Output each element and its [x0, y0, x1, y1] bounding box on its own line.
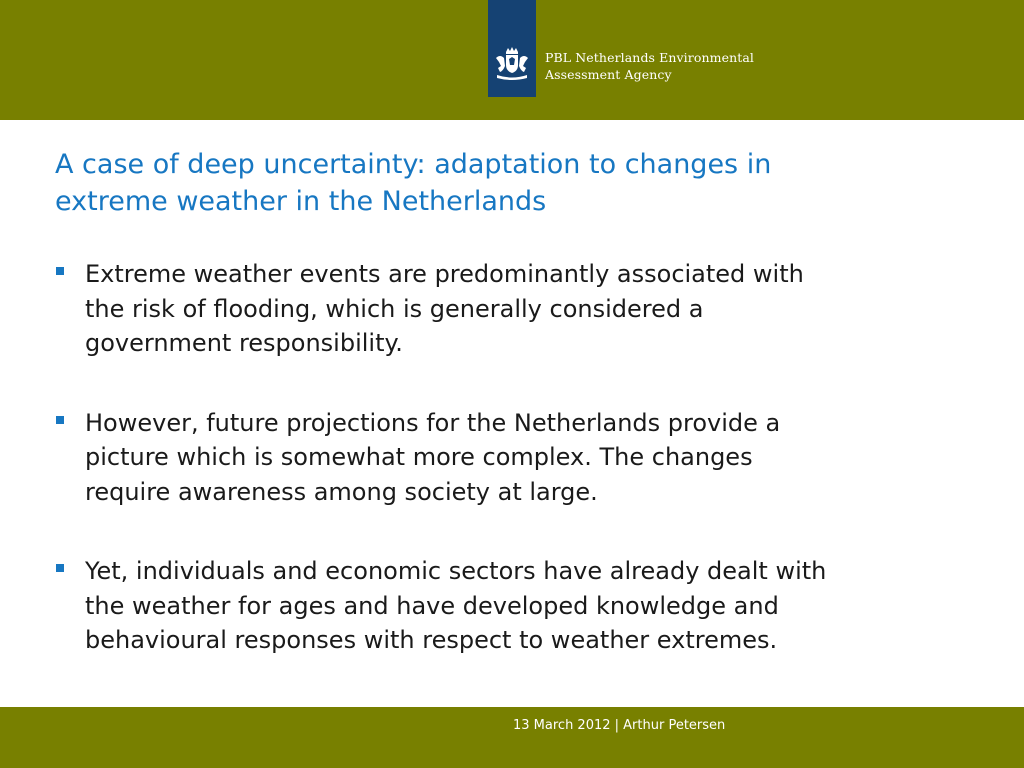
title-line2: extreme weather in the Netherlands	[55, 186, 547, 217]
square-bullet-icon	[56, 564, 64, 572]
square-bullet-icon	[56, 416, 64, 424]
bullet-text	[85, 257, 995, 361]
header-band	[0, 0, 1024, 120]
bullet-line: picture which is somewhat more complex. The changes	[85, 443, 753, 471]
bullet-line: Yet, individuals and economic sectors have already dealt with	[85, 557, 827, 585]
bullet-line: the weather for ages and have developed knowledge and	[85, 591, 779, 620]
footer-band	[0, 707, 1024, 768]
bullet-line: Extreme weather events are predominantly associated with	[85, 260, 804, 288]
bullet-item	[55, 554, 995, 658]
bullet-list	[55, 257, 995, 703]
square-bullet-icon	[56, 267, 64, 275]
title-line1: A case of deep uncertainty: adaptation to changes in	[55, 149, 772, 180]
bullet-line: government responsibility.	[85, 329, 403, 357]
bullet-line: behavioural responses with respect to weather extremes.	[85, 626, 778, 654]
footer-text: 13 March 2012 | Arthur Petersen	[513, 718, 726, 733]
bullet-line: the risk of flooding, which is generally considered a	[85, 294, 704, 323]
bullet-text	[85, 554, 995, 658]
logo-box	[488, 0, 536, 97]
org-name-line2: Assessment Agency	[545, 67, 672, 82]
org-name-line1: PBL Netherlands Environmental	[545, 50, 755, 65]
slide-title	[55, 146, 955, 220]
bullet-item	[55, 257, 995, 361]
bullet-line: However, future projections for the Netherlands provide a	[85, 408, 781, 437]
bullet-text	[85, 406, 995, 510]
bullet-item	[55, 406, 995, 510]
organization-name	[545, 49, 754, 83]
bullet-line: require awareness among society at large.	[85, 477, 598, 506]
coat-of-arms-icon	[492, 46, 532, 82]
